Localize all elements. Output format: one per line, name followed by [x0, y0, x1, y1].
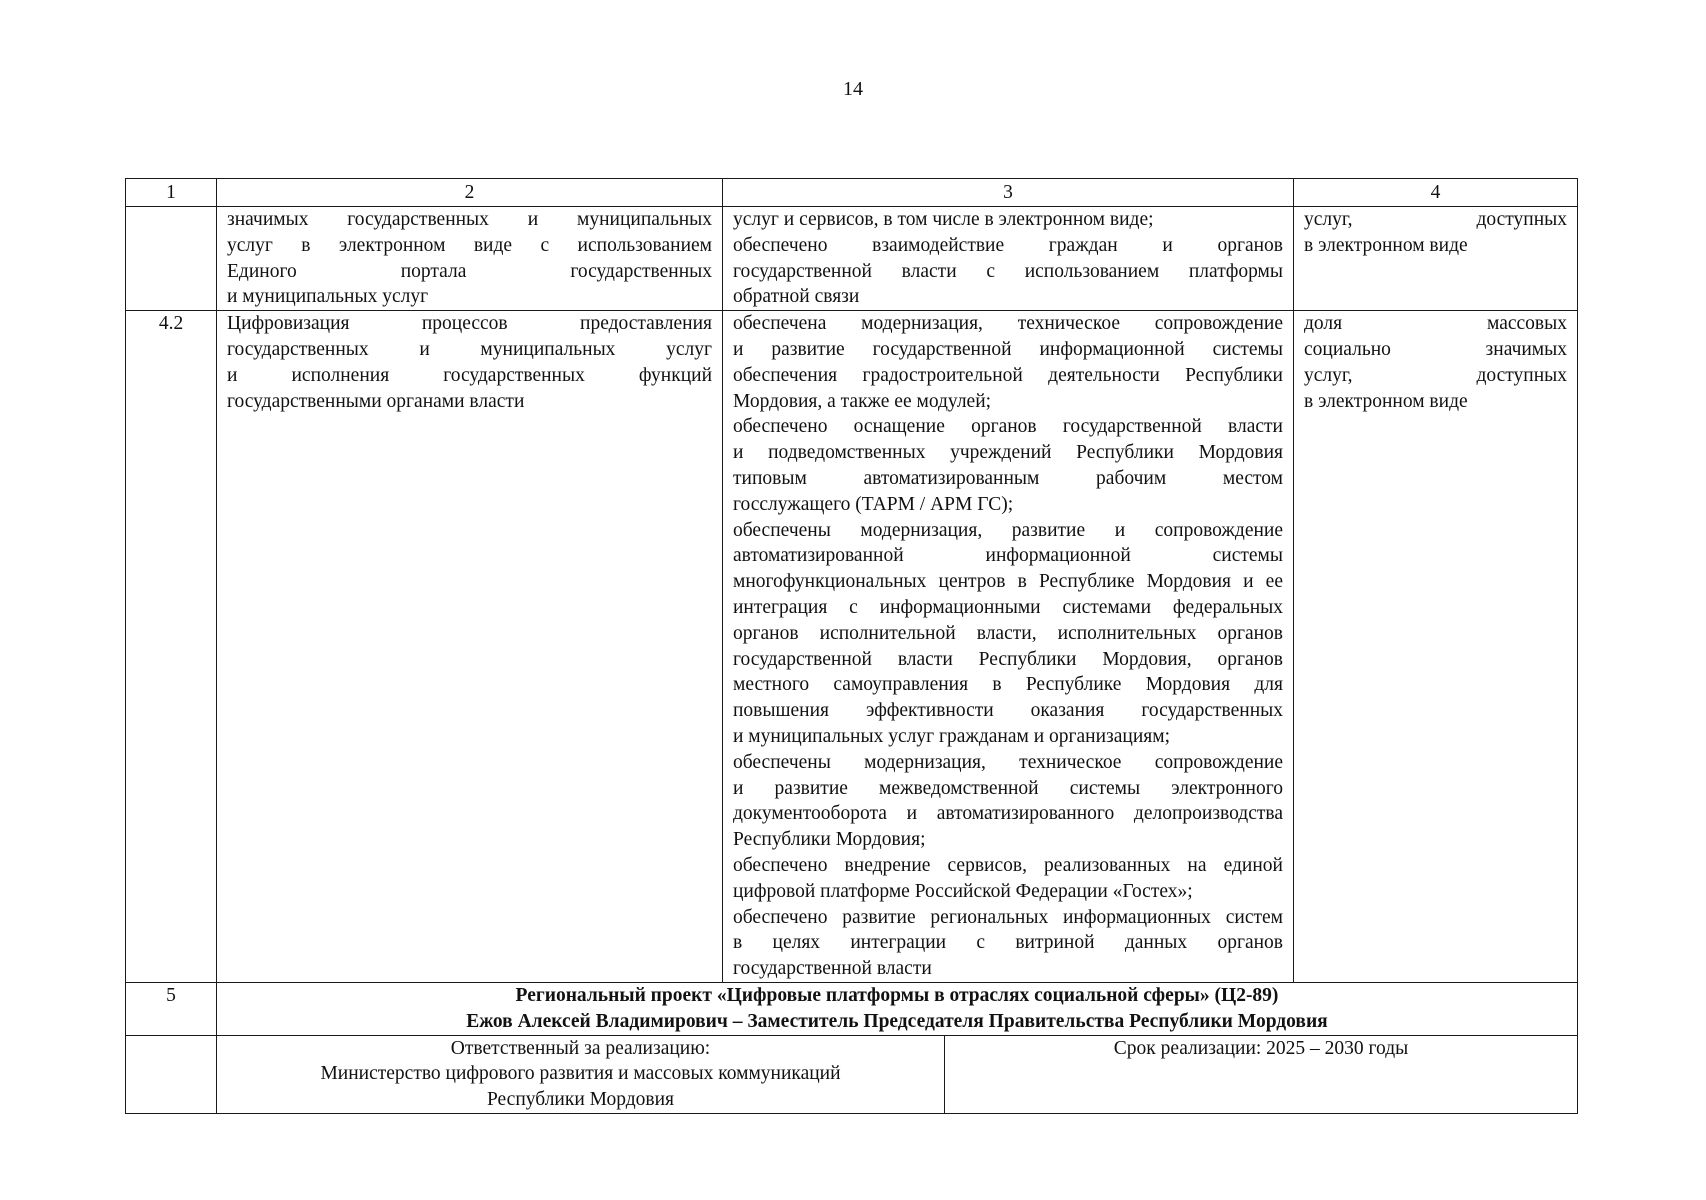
- cell-line: обеспечена модернизация, техническое сопровождение: [733, 313, 1283, 335]
- header-col-2: 2: [217, 179, 723, 207]
- cell-number: 4.2: [126, 311, 217, 983]
- cell-line: и исполнения государственных функций: [227, 364, 712, 386]
- cell-line: и развитие межведомственной системы электронного: [733, 777, 1283, 799]
- cell-line: услуг, доступных: [1304, 209, 1567, 230]
- cell-line: обеспечено оснащение органов государственной власти: [733, 416, 1283, 438]
- cell-line: услуг, доступных: [1304, 364, 1567, 386]
- cell-line: государственной власти с использованием платформы: [733, 260, 1283, 282]
- cell-line: Мордовия, а также ее модулей;: [733, 390, 992, 412]
- term-cell: [945, 1035, 1578, 1113]
- cell-number-empty: [126, 207, 217, 311]
- header-col-3: 3: [723, 179, 1294, 207]
- responsible-org: Республики Мордовия: [486, 1089, 675, 1111]
- cell-line: Цифровизация процессов предоставления: [227, 313, 712, 335]
- cell-line: Единого портала государственных: [227, 260, 712, 282]
- header-row: [126, 179, 1578, 207]
- cell-indicator: [1294, 311, 1578, 983]
- project-head: Ежов Алексей Владимирович – Заместитель Председателя Правительства Республики Мордовия: [466, 1010, 1328, 1032]
- cell-line: обеспечены модернизация, техническое сопровождение: [733, 751, 1283, 773]
- cell-line: доля массовых: [1304, 313, 1567, 335]
- cell-line: услуг в электронном виде с использованием: [227, 234, 712, 256]
- cell-line: в электронном виде: [1304, 390, 1468, 412]
- cell-line: многофункциональных центров в Республике Мордовия и ее: [733, 571, 1283, 593]
- measures-table: [125, 178, 1578, 1114]
- cell-line: повышения эффективности оказания государственных: [733, 700, 1283, 722]
- header-col-1: 1: [126, 179, 217, 207]
- cell-line: автоматизированной информационной системы: [733, 545, 1283, 567]
- cell-line: типовым автоматизированным рабочим местом: [733, 467, 1283, 489]
- cell-line: обеспечено внедрение сервисов, реализованных на единой: [733, 854, 1283, 876]
- cell-results: [723, 311, 1294, 983]
- cell-line: документооборота и автоматизированного делопроизводства: [733, 803, 1283, 825]
- cell-line: государственной власти: [733, 958, 932, 980]
- responsible-org: Министерство цифрового развития и массовых коммуникаций: [320, 1063, 841, 1085]
- cell-line: и муниципальных услуг: [227, 286, 429, 308]
- cell-line: и муниципальных услуг гражданам и организациям;: [733, 725, 1170, 747]
- cell-line: услуг и сервисов, в том числе в электронном виде;: [733, 209, 1154, 230]
- cell-line: обратной связи: [733, 286, 860, 308]
- project-header-cell: [217, 982, 1578, 1035]
- header-col-4: 4: [1294, 179, 1578, 207]
- cell-line: обеспечения градостроительной деятельности Республики: [733, 364, 1283, 386]
- cell-number: 5: [126, 982, 217, 1035]
- cell-line: в целях интеграции с витриной данных органов: [733, 932, 1283, 954]
- cell-line: и подведомственных учреждений Республики Мордовия: [733, 442, 1283, 464]
- table-row-5: [126, 982, 1578, 1035]
- cell-line: интеграция с информационными системами федеральных: [733, 596, 1283, 618]
- cell-line: значимых государственных и муниципальных: [227, 209, 712, 230]
- cell-number-empty: [126, 1035, 217, 1113]
- cell-results: [723, 207, 1294, 311]
- table-row-4-2: [126, 311, 1578, 983]
- cell-line: и развитие государственной информационной системы: [733, 338, 1283, 360]
- cell-line: в электронном виде: [1304, 234, 1468, 256]
- cell-indicator: [1294, 207, 1578, 311]
- cell-line: обеспечены модернизация, развитие и сопровождение: [733, 519, 1283, 541]
- implementation-term: Срок реализации: 2025 – 2030 годы: [1113, 1037, 1409, 1059]
- cell-line: государственных и муниципальных услуг: [227, 338, 712, 360]
- cell-line: госслужащего (ТАРМ / АРМ ГС);: [733, 493, 1014, 515]
- project-title: Региональный проект «Цифровые платформы в отраслях социальной сферы» (Ц2-89): [515, 984, 1279, 1006]
- cell-line: обеспечено взаимодействие граждан и органов: [733, 234, 1283, 256]
- responsible-cell: [217, 1035, 945, 1113]
- responsible-label: Ответственный за реализацию:: [450, 1037, 711, 1059]
- cell-line: органов исполнительной власти, исполнительных органов: [733, 622, 1283, 644]
- table-row-continuation: [126, 207, 1578, 311]
- table-row-responsible: [126, 1035, 1578, 1113]
- cell-task: [217, 207, 723, 311]
- cell-task: [217, 311, 723, 983]
- cell-line: обеспечено развитие региональных информационных систем: [733, 906, 1283, 928]
- page-number: 14: [843, 78, 863, 100]
- cell-line: местного самоуправления в Республике Мордовия для: [733, 674, 1283, 696]
- cell-line: социально значимых: [1304, 338, 1567, 360]
- cell-line: государственной власти Республики Мордовия, органов: [733, 648, 1283, 670]
- cell-line: цифровой платформе Российской Федерации «Гостех»;: [733, 880, 1193, 902]
- cell-line: Республики Мордовия;: [733, 829, 926, 851]
- cell-line: государственными органами власти: [227, 390, 525, 412]
